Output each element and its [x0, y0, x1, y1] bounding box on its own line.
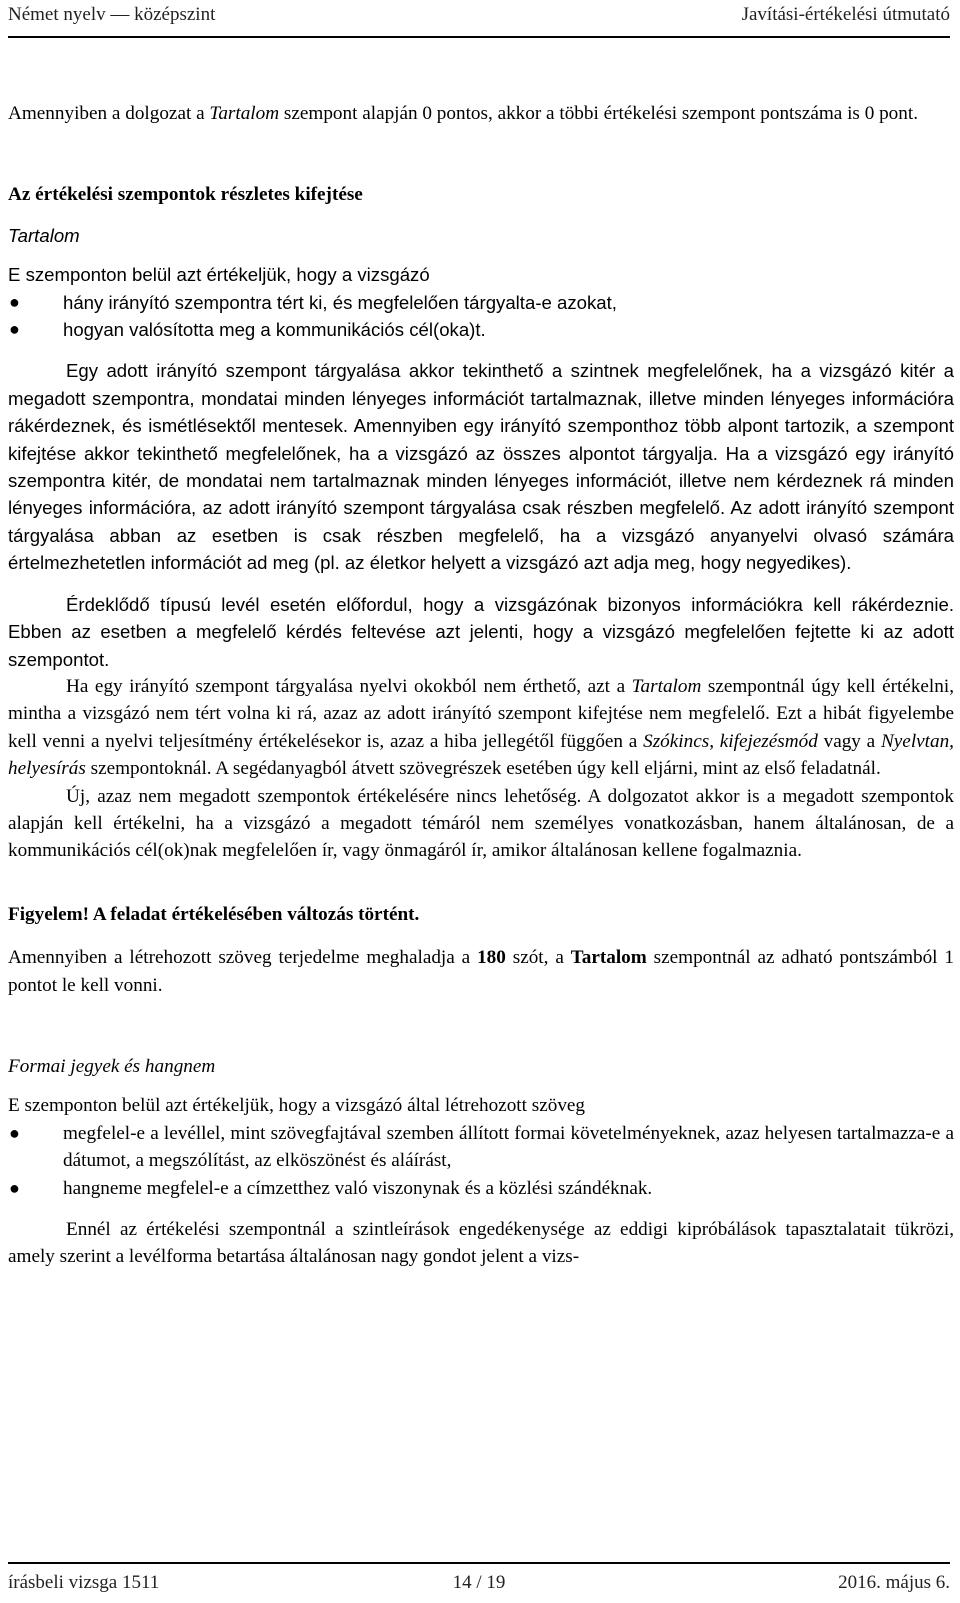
header-subject: Német nyelv — középszint: [8, 4, 216, 25]
footer-page-number: 14 / 19: [452, 1572, 506, 1593]
document-body: [8, 100, 954, 1271]
footer-exam-code: írásbeli vizsga 1511: [8, 1572, 160, 1593]
list-item: ● hangneme megfelel-e a címzetthez való viszonynak és a közlési szándéknak.: [8, 1175, 954, 1202]
tartalom-paragraph-1: Egy adott irányító szempont tárgyalása akkor tekinthető a szintnek megfelelőnek, ha a vizsgázó kitér a megadott szempontra, mondatai minden lényeges információt tartalmaznak, illetve minden lényeges információra rákérdeznek, és ismétlésektől mentesek. Amennyiben egy irányító szemponthoz több alpont tartozik, a szempont kifejtése akkor tekinthető megfelelőnek, ha a vizsgázó az összes alpontot tárgyalja. Ha a vizsgázó egy irányító szempontra kitér, de mondatai nem tartalmaznak minden lényeges információt, illetve nem kérdeznek rá minden lényeges információra, az adott irányító szempont tárgyalása csak részben megfelelő. Az adott irányító szempont tárgyalása abban az esetben is csak részben megfelelő, ha a vizsgázó anyanyelvi olvasó számára értelmezhetetlen információt ad meg (pl. az életkor helyett a vizsgázó azt adja meg, hogy negyedikes).: [8, 360, 954, 574]
tartalom-lead: E szemponton belül azt értékeljük, hogy a vizsgázó: [8, 264, 430, 286]
tartalom-heading: Tartalom: [8, 224, 80, 246]
intro-paragraph: Amennyiben a dolgozat a Tartalom szempont alapján 0 pontos, akkor a többi értékelési szempont pontszáma is 0 pont.: [8, 103, 918, 124]
list-item: ● megfelel-e a levéllel, mint szövegfajtával szemben állított formai követelményeknek, azaz helyesen tartalmazza-e a dátumot, a megszólítást, az elköszönést és aláírást,: [8, 1120, 954, 1175]
header-doc-type: Javítási-értékelési útmutató: [741, 4, 950, 25]
tartalom-paragraph-3: Ha egy irányító szempont tárgyalása nyelvi okokból nem érthető, azt a Tartalom szempontnál úgy kell értékelni, mintha a vizsgázó nem tért volna ki rá, azaz az adott irányító szempont kifejtése nem megfelelő. Ezt a hibát figyelembe kell venni a nyelvi teljesítmény értékelésekor is, azaz a hiba jellegétől függően a Szókincs, kifejezésmód vagy a Nyelvtan, helyesírás szempontoknál. A segédanyagból átvett szövegrészek esetében úgy kell eljárni, mint az első feladatnál.: [8, 675, 954, 780]
formai-lead: E szemponton belül azt értékeljük, hogy a vizsgázó által létrehozott szöveg: [8, 1095, 586, 1117]
page-header: [8, 0, 950, 38]
bullet-icon: ●: [9, 1122, 20, 1143]
formai-paragraph: Ennél az értékelési szempontnál a szintleírások engedékenysége az eddigi kipróbálások tapasztalatait tükrözi, amely szerint a levélforma betartása általánosan nagy gondot jelent a vizs-: [8, 1219, 954, 1268]
formai-heading: Formai jegyek és hangnem: [8, 1055, 216, 1077]
bullet-icon: ●: [9, 319, 20, 340]
section-title: Az értékelési szempontok részletes kifejtése: [8, 184, 363, 206]
attention-paragraph: Amennyiben a létrehozott szöveg terjedelme meghaladja a 180 szót, a Tartalom szempontnál az adható pontszámból 1 pontot le kell vonni.: [8, 947, 954, 996]
page-footer: [8, 1562, 950, 1602]
formai-bullet-list: [8, 1120, 954, 1202]
footer-date: 2016. május 6.: [838, 1572, 950, 1593]
bullet-icon: ●: [9, 1177, 20, 1198]
list-item: ● hány irányító szempontra tért ki, és megfelelően tárgyalta-e azokat,: [8, 289, 954, 316]
attention-title: Figyelem! A feladat értékelésében változás történt.: [8, 903, 420, 925]
tartalom-bullet-list: [8, 289, 954, 344]
tartalom-paragraph-2: Érdeklődő típusú levél esetén előfordul, hogy a vizsgázónak bizonyos információkra kell rákérdeznie. Ebben az esetben a megfelelő kérdés feltevése azt jelenti, hogy a vizsgázó megfelelően fejtette ki az adott szempontot.: [8, 593, 954, 670]
list-item: ● hogyan valósította meg a kommunikációs cél(oka)t.: [8, 316, 954, 343]
bullet-icon: ●: [9, 291, 20, 312]
tartalom-paragraph-4: Új, azaz nem megadott szempontok értékelésére nincs lehetőség. A dolgozatot akkor is a megadott szempontok alapján kell értékelni, ha a vizsgázó a megadott témáról nem személyes vonatkozásban, hanem általánosan, de a kommunikációs cél(ok)nak megfelelően ír, vagy önmagáról ír, amikor általánosan kellene fogalmaznia.: [8, 785, 954, 862]
